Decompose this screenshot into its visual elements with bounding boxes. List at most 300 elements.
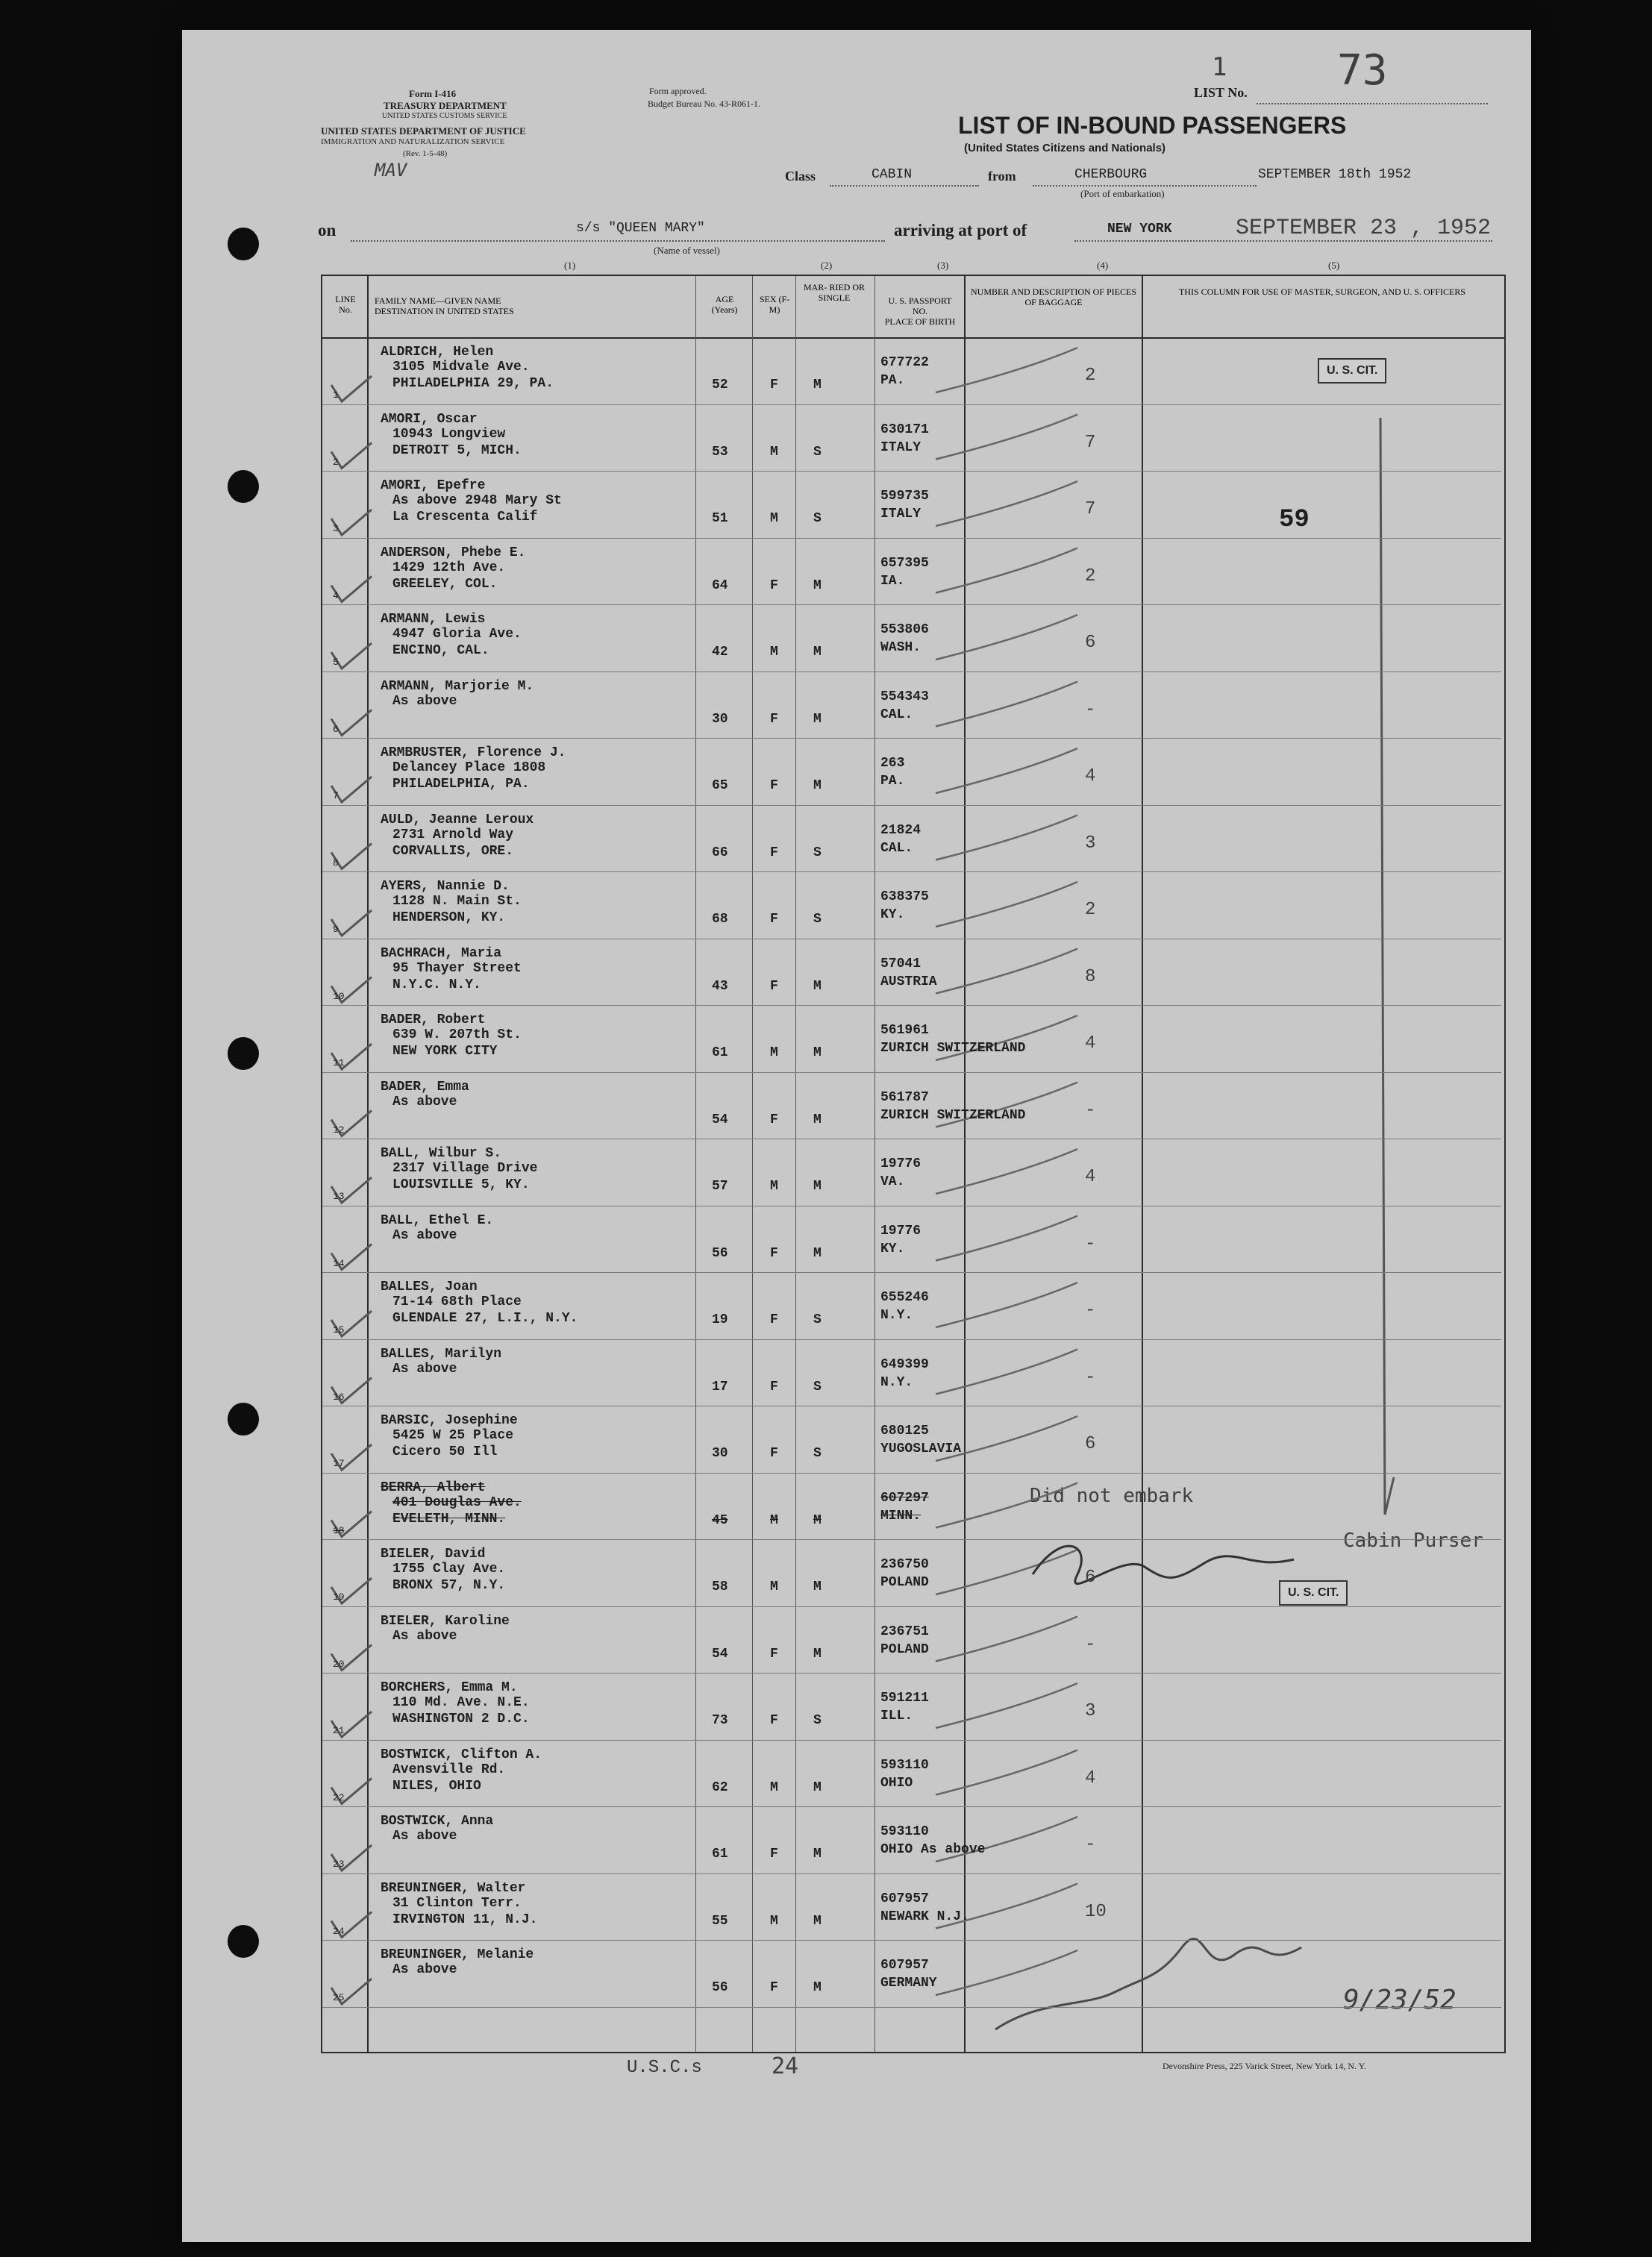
row-divider: [322, 1673, 1501, 1674]
marital-status: S: [813, 444, 822, 460]
passport-number: 657395: [880, 555, 929, 571]
passport-number: 263: [880, 756, 905, 771]
address-line-1: 110 Md. Ave. N.E.: [392, 1695, 530, 1710]
passenger-name: ANDERSON, Phebe E.: [381, 545, 526, 560]
address-line-1: 31 Clinton Terr.: [392, 1895, 522, 1911]
passenger-name: BREUNINGER, Melanie: [381, 1947, 534, 1962]
sex: F: [770, 1245, 778, 1261]
age: 54: [712, 1112, 728, 1127]
row-divider: [322, 805, 1501, 806]
passport-number: 649399: [880, 1356, 929, 1372]
marital-status: M: [813, 1179, 822, 1194]
place-of-birth: CAL.: [880, 707, 913, 722]
passport-check-stroke: [936, 949, 1077, 994]
col-number-5: (5): [1328, 260, 1340, 271]
line-number: 15: [333, 1324, 345, 1336]
age: 65: [712, 778, 728, 793]
passport-number: 677722: [880, 355, 929, 370]
age: 57: [712, 1179, 728, 1194]
officer-check-line: [1380, 418, 1394, 1515]
marital-status: S: [813, 1379, 822, 1394]
did-not-embark-note: Did not embark: [1030, 1485, 1194, 1507]
passenger-name: BALL, Ethel E.: [381, 1212, 494, 1228]
passport-number: 599735: [880, 489, 929, 504]
mav-handwritten: MAV: [375, 160, 407, 181]
form-sheet: [182, 30, 1531, 2242]
line-number: 10: [333, 990, 345, 1002]
form-number: Form I-416: [409, 88, 457, 99]
place-of-birth: N.Y.: [880, 1374, 913, 1390]
line-number: 24: [333, 1925, 345, 1937]
revision: (Rev. 1-5-48): [403, 149, 448, 158]
marital-status: M: [813, 1512, 822, 1528]
address-line-2: Cicero 50 Ill: [392, 1444, 498, 1459]
marital-status: M: [813, 1112, 822, 1127]
sex: F: [770, 978, 778, 994]
hdr-line: LINE No.: [335, 294, 356, 315]
sex: M: [770, 511, 778, 526]
address-line-1: 1429 12th Ave.: [392, 560, 506, 575]
vessel-caption: (Name of vessel): [654, 245, 720, 256]
address-line-1: Avensville Rd.: [392, 1762, 506, 1777]
address-line-1: 5425 W 25 Place: [392, 1428, 514, 1443]
sex: F: [770, 1379, 778, 1394]
age: 43: [712, 978, 728, 994]
passenger-name: BORCHERS, Emma M.: [381, 1680, 518, 1695]
binder-hole: [228, 470, 259, 503]
on-label: on: [318, 221, 337, 240]
row-divider: [322, 471, 1501, 472]
arriving-label: arriving at port of: [894, 221, 1027, 240]
signature-date: 9/23/52: [1343, 1985, 1457, 2015]
class-value: CABIN: [872, 167, 913, 182]
line-number: 18: [333, 1524, 345, 1536]
place-of-birth: NEWARK N.J.: [880, 1909, 969, 1924]
age: 68: [712, 912, 728, 927]
place-of-birth: GERMANY: [880, 1976, 937, 1991]
age: 52: [712, 378, 728, 392]
justice-dept: UNITED STATES DEPARTMENT OF JUSTICE: [321, 125, 526, 137]
embark-date: SEPTEMBER 18th 1952: [1258, 167, 1412, 182]
age: 58: [712, 1580, 728, 1594]
col-number-2: (2): [821, 260, 833, 271]
row-divider: [322, 604, 1501, 605]
line-number: 3: [333, 523, 339, 534]
binder-hole: [228, 1403, 259, 1436]
hdr-passport: U. S. PASSPORT NO. PLACE OF BIRTH: [884, 295, 956, 327]
sex: M: [770, 645, 778, 660]
marital-status: M: [813, 1045, 822, 1060]
sex: M: [770, 444, 778, 460]
sex: F: [770, 1847, 778, 1862]
address-line-2: DETROIT 5, MICH.: [392, 442, 522, 458]
passenger-name: ARMBRUSTER, Florence J.: [381, 745, 566, 760]
address-line-1: 3105 Midvale Ave.: [392, 360, 530, 375]
sex: F: [770, 1713, 778, 1728]
marital-status: M: [813, 577, 822, 593]
age: 56: [712, 1245, 728, 1261]
passport-check-stroke: [936, 348, 1077, 392]
address-line-1: 639 W. 207th St.: [392, 1027, 522, 1042]
line-number: 17: [333, 1458, 345, 1469]
passport-check-stroke: [936, 1683, 1077, 1728]
marital-status: M: [813, 711, 822, 727]
list-small-mark: 1: [1212, 52, 1227, 82]
line-number: 12: [333, 1124, 345, 1136]
sex: F: [770, 1646, 778, 1662]
sex: M: [770, 1913, 778, 1929]
marital-status: M: [813, 1245, 822, 1261]
age: 30: [712, 1446, 728, 1461]
row-divider: [322, 1940, 1501, 1941]
passport-check-stroke: [936, 481, 1077, 526]
hdr-baggage: NUMBER AND DESCRIPTION OF PIECES OF BAGGAGE: [970, 287, 1137, 307]
baggage-count: -: [1085, 1100, 1096, 1121]
address-line-2: PHILADELPHIA, PA.: [392, 777, 530, 792]
baggage-count: -: [1085, 1300, 1096, 1321]
marital-status: S: [813, 912, 822, 927]
passport-number: 680125: [880, 1424, 929, 1439]
address-line-2: GLENDALE 27, L.I., N.Y.: [392, 1311, 578, 1326]
passport-check-stroke: [936, 415, 1077, 460]
address-line-1: 2317 Village Drive: [392, 1161, 538, 1176]
age: 61: [712, 1045, 728, 1060]
row-divider: [322, 1339, 1501, 1340]
place-of-birth: POLAND: [880, 1641, 929, 1657]
age: 66: [712, 845, 728, 860]
passport-number: 655246: [880, 1290, 929, 1305]
row-divider: [322, 1005, 1501, 1006]
age: 64: [712, 577, 728, 593]
hdr-married: MAR- RIED OR SINGLE: [803, 282, 865, 303]
cabin-purser-note: Cabin Purser: [1343, 1530, 1483, 1552]
line-number: 4: [333, 589, 339, 601]
passenger-name: BOSTWICK, Anna: [381, 1814, 494, 1829]
marital-status: M: [813, 778, 822, 793]
line-number: 14: [333, 1257, 345, 1269]
marital-status: S: [813, 511, 822, 526]
place-of-birth: YUGOSLAVIA: [880, 1441, 962, 1456]
address-line-2: La Crescenta Calif: [392, 510, 538, 525]
hdr-name: FAMILY NAME—GIVEN NAME DESTINATION IN UNITED STATES: [375, 295, 514, 316]
row-divider: [322, 1873, 1501, 1874]
passport-number: 553806: [880, 622, 929, 637]
inspector-signature: [995, 1939, 1301, 2029]
passenger-name: BALLES, Joan: [381, 1280, 478, 1295]
place-of-birth: PA.: [880, 373, 905, 388]
passenger-name: BIELER, David: [381, 1547, 486, 1562]
uscs-label: U.S.C.s: [627, 2058, 702, 2078]
passenger-name: BOSTWICK, Clifton A.: [381, 1747, 542, 1762]
passenger-name: BALL, Wilbur S.: [381, 1146, 502, 1161]
count-59: 59: [1279, 506, 1310, 534]
passport-number: 593110: [880, 1757, 929, 1773]
form-approved: Form approved.: [649, 86, 707, 96]
passenger-name: BIELER, Karoline: [381, 1613, 510, 1629]
passenger-name: ARMANN, Lewis: [381, 612, 486, 627]
baggage-count: 2: [1085, 566, 1096, 586]
baggage-count: -: [1085, 1233, 1096, 1254]
passenger-name: BALLES, Marilyn: [381, 1346, 502, 1362]
passport-number: 561961: [880, 1023, 929, 1038]
line-number: 6: [333, 723, 339, 735]
address-line-2: BRONX 57, N.Y.: [392, 1578, 506, 1593]
age: 62: [712, 1779, 728, 1795]
baggage-count: -: [1085, 1835, 1096, 1855]
list-no-label: LIST No.: [1194, 85, 1248, 100]
marital-status: S: [813, 1446, 822, 1461]
row-divider: [322, 1806, 1501, 1807]
row-divider: [322, 404, 1501, 405]
line-number: 2: [333, 456, 339, 468]
baggage-count: 2: [1085, 366, 1096, 386]
binder-hole: [228, 1925, 259, 1958]
address-line-1: As above: [392, 1628, 457, 1644]
passenger-name: AMORI, Epefre: [381, 478, 486, 493]
marital-status: M: [813, 1779, 822, 1795]
passport-number: 638375: [880, 889, 929, 904]
row-divider: [322, 1740, 1501, 1741]
row-divider: [322, 871, 1501, 872]
list-no-value: 73: [1337, 46, 1388, 95]
marital-status: M: [813, 1913, 822, 1929]
line-number: 5: [333, 657, 339, 668]
age: 45: [712, 1512, 728, 1528]
sex: F: [770, 577, 778, 593]
address-line-1: 1755 Clay Ave.: [392, 1562, 506, 1577]
passenger-name: BERRA, Albert: [381, 1480, 486, 1495]
marital-status: M: [813, 1646, 822, 1662]
pencil-marks: [182, 30, 1531, 2242]
age: 51: [712, 511, 728, 526]
address-line-1: As above: [392, 1227, 457, 1243]
passport-number: 236750: [880, 1557, 929, 1572]
passenger-name: AMORI, Oscar: [381, 411, 478, 427]
place-of-birth: OHIO: [880, 1775, 913, 1791]
address-line-1: As above: [392, 1361, 457, 1377]
address-line-2: N.Y.C. N.Y.: [392, 977, 481, 992]
passport-number: 57041: [880, 956, 922, 971]
arrival-port: NEW YORK: [1107, 222, 1172, 237]
baggage-count: 4: [1085, 1768, 1096, 1788]
marital-status: S: [813, 1713, 822, 1728]
ins-service: IMMIGRATION AND NATURALIZATION SERVICE: [321, 137, 505, 146]
sex: M: [770, 1580, 778, 1594]
passport-number: 607297: [880, 1490, 929, 1506]
line-number: 21: [333, 1725, 345, 1736]
line-number: 13: [333, 1191, 345, 1202]
marital-status: S: [813, 1312, 822, 1327]
passport-check-stroke: [936, 1750, 1077, 1795]
place-of-birth: WASH.: [880, 640, 922, 655]
marital-status: M: [813, 378, 822, 392]
address-line-2: EVELETH, MINN.: [392, 1511, 506, 1527]
address-line-1: Delancey Place 1808: [392, 760, 546, 775]
address-line-1: 2731 Arnold Way: [392, 827, 514, 842]
row-divider: [322, 1473, 1501, 1474]
baggage-count: 3: [1085, 833, 1096, 854]
address-line-2: NEW YORK CITY: [392, 1044, 498, 1059]
age: 17: [712, 1379, 728, 1394]
address-line-2: IRVINGTON 11, N.J.: [392, 1912, 538, 1927]
age: 73: [712, 1713, 728, 1728]
address-line-1: 71-14 68th Place: [392, 1295, 522, 1309]
place-of-birth: VA.: [880, 1174, 905, 1189]
passport-check-stroke: [936, 1350, 1077, 1394]
customs-service: UNITED STATES CUSTOMS SERVICE: [382, 112, 507, 120]
sex: F: [770, 778, 778, 793]
uscs-count: 24: [772, 2053, 799, 2079]
address-line-1: As above 2948 Mary St: [392, 493, 562, 508]
baggage-count: 3: [1085, 1701, 1096, 1721]
age: 53: [712, 444, 728, 460]
address-line-1: 401 Douglas Ave.: [392, 1494, 522, 1510]
row-divider: [322, 2007, 1501, 2008]
passport-number: 607957: [880, 1891, 929, 1906]
passport-check-stroke: [936, 882, 1077, 927]
place-of-birth: ITALY: [880, 439, 922, 455]
place-of-birth: PA.: [880, 774, 905, 789]
marital-status: M: [813, 645, 822, 660]
passport-number: 561787: [880, 1089, 929, 1105]
address-line-2: GREELEY, COL.: [392, 576, 498, 592]
line-number: 7: [333, 790, 339, 801]
baggage-count: -: [1085, 1634, 1096, 1655]
passport-check-stroke: [936, 748, 1077, 793]
col-number-3: (3): [937, 260, 949, 271]
age: 30: [712, 711, 728, 727]
place-of-birth: ILL.: [880, 1709, 913, 1724]
address-line-2: ENCINO, CAL.: [392, 643, 489, 658]
marital-status: M: [813, 978, 822, 994]
us-citizen-stamp-top: U. S. CIT.: [1318, 358, 1386, 384]
passport-check-stroke: [936, 1550, 1077, 1594]
baggage-count: 4: [1085, 1033, 1096, 1054]
address-line-1: As above: [392, 1829, 457, 1844]
passenger-name: BARSIC, Josephine: [381, 1413, 518, 1428]
age: 61: [712, 1847, 728, 1862]
sex: F: [770, 1980, 778, 1995]
address-line-1: 4947 Gloria Ave.: [392, 627, 522, 642]
marital-status: M: [813, 1847, 822, 1862]
marital-status: S: [813, 845, 822, 860]
passport-number: 21824: [880, 822, 922, 838]
age: 42: [712, 645, 728, 660]
address-line-2: NILES, OHIO: [392, 1778, 481, 1794]
place-of-birth: MINN.: [880, 1508, 922, 1524]
passport-number: 607957: [880, 1958, 929, 1973]
passport-check-stroke: [936, 682, 1077, 727]
baggage-count: 2: [1085, 900, 1096, 920]
place-of-birth: CAL.: [880, 840, 913, 856]
sex: F: [770, 912, 778, 927]
place-of-birth: KY.: [880, 907, 905, 922]
arrival-date: SEPTEMBER 23 , 1952: [1236, 216, 1492, 241]
address-line-1: As above: [392, 1962, 457, 1977]
port-embark-caption: (Port of embarkation): [1080, 188, 1165, 199]
sex: F: [770, 711, 778, 727]
binder-hole: [228, 1037, 259, 1070]
place-of-birth: N.Y.: [880, 1308, 913, 1323]
sex: M: [770, 1179, 778, 1194]
row-divider: [322, 1072, 1501, 1073]
passenger-name: ALDRICH, Helen: [381, 345, 494, 360]
row-divider: [322, 1606, 1501, 1607]
sex: F: [770, 845, 778, 860]
budget-bureau: Budget Bureau No. 43-R061-1.: [648, 98, 760, 109]
baggage-count: 4: [1085, 1167, 1096, 1187]
line-number: 25: [333, 1992, 345, 2003]
passport-number: 630171: [880, 422, 929, 437]
age: 56: [712, 1980, 728, 1995]
passenger-name: AULD, Jeanne Leroux: [381, 812, 534, 827]
line-number: 23: [333, 1859, 345, 1870]
place-of-birth: ZURICH SWITZERLAND: [880, 1107, 1026, 1123]
passport-check-stroke: [936, 615, 1077, 660]
address-line-1: As above: [392, 1094, 457, 1109]
baggage-count: 6: [1085, 633, 1096, 653]
address-line-2: HENDERSON, KY.: [392, 910, 506, 925]
baggage-count: -: [1085, 699, 1096, 720]
sex: M: [770, 1779, 778, 1795]
hdr-officers: THIS COLUMN FOR USE OF MASTER, SURGEON, AND U. S. OFFICERS: [1178, 287, 1466, 297]
line-number: 19: [333, 1591, 345, 1603]
sex: F: [770, 378, 778, 392]
passport-check-stroke: [936, 1149, 1077, 1194]
passenger-name: AYERS, Nannie D.: [381, 879, 510, 894]
baggage-count: 8: [1085, 966, 1096, 987]
passenger-name: BREUNINGER, Walter: [381, 1880, 526, 1896]
passport-check-stroke: [936, 816, 1077, 860]
passport-number: 554343: [880, 689, 929, 704]
passport-number: 593110: [880, 1824, 929, 1839]
sex: F: [770, 1312, 778, 1327]
place-of-birth: AUSTRIA: [880, 974, 937, 989]
baggage-count: -: [1085, 1367, 1096, 1388]
sex: F: [770, 1112, 778, 1127]
marital-status: M: [813, 1980, 822, 1995]
line-number: 9: [333, 924, 339, 935]
place-of-birth: IA.: [880, 573, 905, 589]
vessel-name: s/s "QUEEN MARY": [576, 221, 705, 236]
page-title: LIST OF IN-BOUND PASSENGERS: [958, 112, 1347, 139]
place-of-birth: ZURICH SWITZERLAND: [880, 1041, 1026, 1056]
page-subtitle: (United States Citizens and Nationals): [964, 142, 1166, 154]
baggage-count: 6: [1085, 1434, 1096, 1454]
baggage-count: 7: [1085, 499, 1096, 519]
passenger-name: ARMANN, Marjorie M.: [381, 678, 534, 694]
binder-hole: [228, 228, 259, 260]
age: 19: [712, 1312, 728, 1327]
us-citizen-stamp-bottom: U. S. CIT.: [1279, 1580, 1348, 1606]
address-line-1: 10943 Longview: [392, 426, 506, 442]
treasury-dept: TREASURY DEPARTMENT: [384, 100, 507, 111]
address-line-2: WASHINGTON 2 D.C.: [392, 1712, 530, 1727]
age: 55: [712, 1913, 728, 1929]
col-number-4: (4): [1097, 260, 1109, 271]
passport-number: 591211: [880, 1691, 929, 1706]
passport-check-stroke: [936, 1617, 1077, 1662]
line-number: 22: [333, 1791, 345, 1803]
sex: M: [770, 1512, 778, 1528]
baggage-count: 7: [1085, 432, 1096, 453]
row-divider: [322, 538, 1501, 539]
printer-credit: Devonshire Press, 225 Varick Street, New York 14, N. Y.: [1163, 2061, 1366, 2071]
line-number: 1: [333, 389, 339, 401]
sex: M: [770, 1045, 778, 1060]
place-of-birth: ITALY: [880, 507, 922, 522]
passport-check-stroke: [936, 1283, 1077, 1327]
